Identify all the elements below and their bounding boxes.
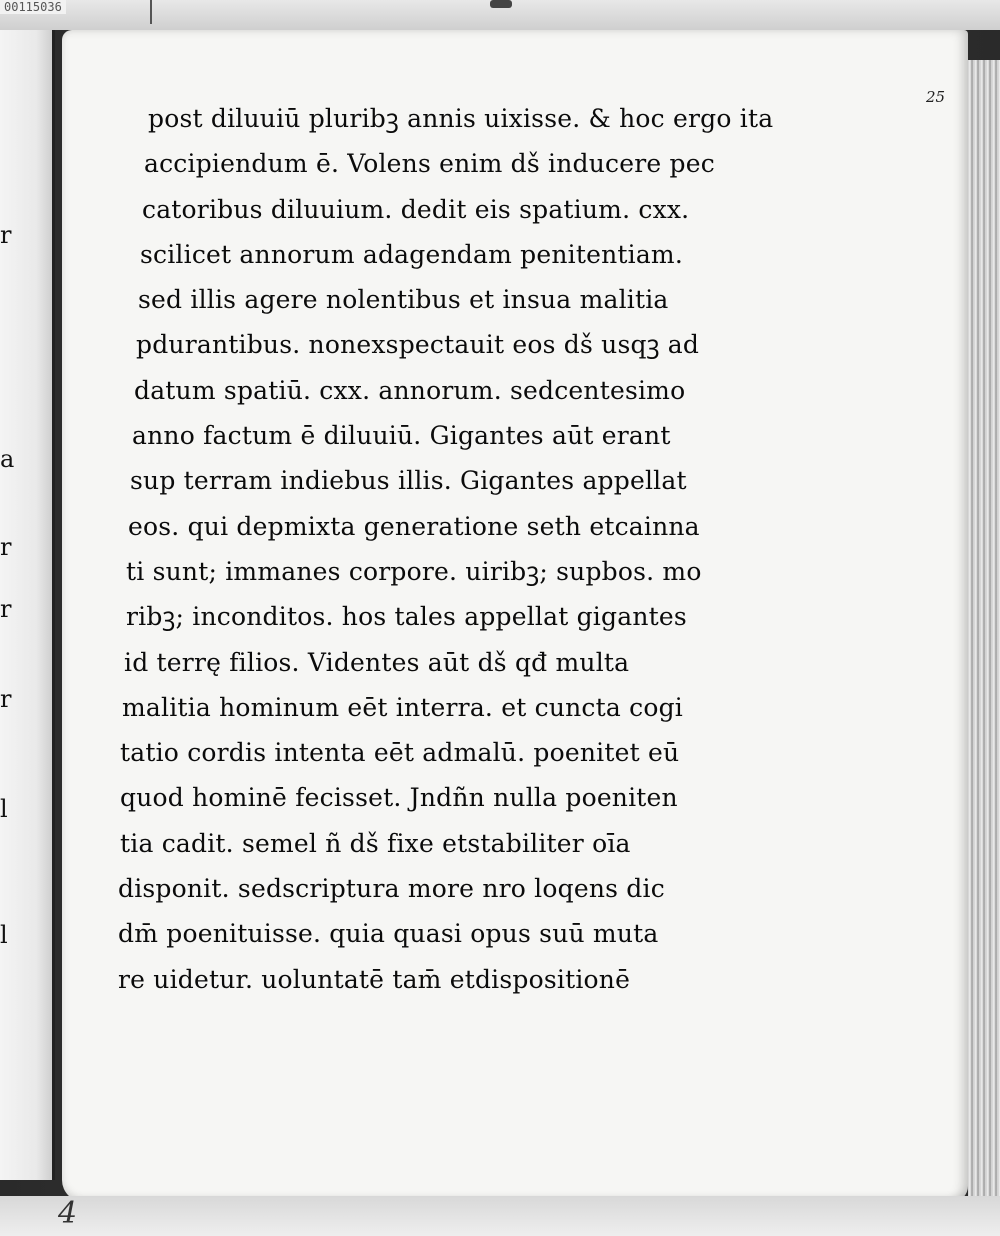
manuscript-line: re uidetur. uoluntatē tam̄ etdispositionē bbox=[118, 964, 631, 994]
page-stack-edges bbox=[968, 60, 1000, 1200]
manuscript-text-block bbox=[118, 96, 818, 1002]
manuscript-line: disponit. sedscriptura more nro loqens dic bbox=[118, 874, 665, 904]
edge-glyph: a bbox=[0, 445, 15, 473]
manuscript-line: malitia hominum eēt interra. et cuncta cogi bbox=[122, 692, 683, 722]
manuscript-line: sed illis agere nolentibus et insua malitia bbox=[138, 285, 669, 315]
manuscript-line: accipiendum ē. Volens enim dš inducere pec bbox=[144, 149, 715, 179]
manuscript-line: eos. qui depmixta generatione seth etcainna bbox=[128, 511, 700, 541]
edge-glyph: r bbox=[0, 595, 12, 623]
left-page-edge bbox=[0, 30, 55, 1180]
reference-number: 00115036 bbox=[0, 0, 66, 14]
manuscript-line: anno factum ē diluuiū. Gigantes aūt erant bbox=[132, 421, 671, 451]
manuscript-line: dm̄ poenituisse. quia quasi opus suū muta bbox=[118, 919, 659, 949]
manuscript-line: sup terram indiebus illis. Gigantes appellat bbox=[130, 466, 687, 496]
manuscript-line: ti sunt; immanes corpore. uiribꝫ; supbos. mo bbox=[126, 556, 702, 586]
manuscript-line: quod hominē fecisset. Jndñn nulla poeniten bbox=[120, 783, 678, 813]
top-ruler-strip bbox=[0, 0, 1000, 30]
manuscript-line: catoribus diluuium. dedit eis spatium. cxx. bbox=[142, 194, 690, 224]
edge-glyph: l bbox=[0, 921, 8, 949]
edge-glyph: r bbox=[0, 221, 12, 249]
bottom-ruler-strip bbox=[0, 1196, 1000, 1236]
edge-glyph: r bbox=[0, 685, 12, 713]
manuscript-line: tatio cordis intenta eēt admalū. poenitet eū bbox=[120, 738, 680, 768]
bottom-mark: 4 bbox=[58, 1196, 78, 1231]
edge-glyph: l bbox=[0, 795, 8, 823]
manuscript-line: scilicet annorum adagendam penitentiam. bbox=[140, 239, 683, 269]
manuscript-line: datum spatiū. cxx. annorum. sedcentesimo bbox=[134, 375, 686, 405]
manuscript-line: ribꝫ; inconditos. hos tales appellat gigantes bbox=[126, 602, 687, 632]
edge-glyph: r bbox=[0, 533, 12, 561]
ruler-mark bbox=[150, 0, 152, 24]
folio-number: 25 bbox=[926, 88, 946, 106]
manuscript-line: tia cadit. semel ñ dš fixe etstabiliter oīa bbox=[120, 828, 631, 858]
top-stain bbox=[490, 0, 512, 8]
manuscript-line: post diluuiū pluribꝫ annis uixisse. & hoc ergo ita bbox=[148, 104, 774, 133]
manuscript-line: pdurantibus. nonexspectauit eos dš usqꝫ ad bbox=[136, 330, 700, 360]
manuscript-line: id terrę filios. Videntes aūt dš qđ multa bbox=[124, 647, 630, 677]
